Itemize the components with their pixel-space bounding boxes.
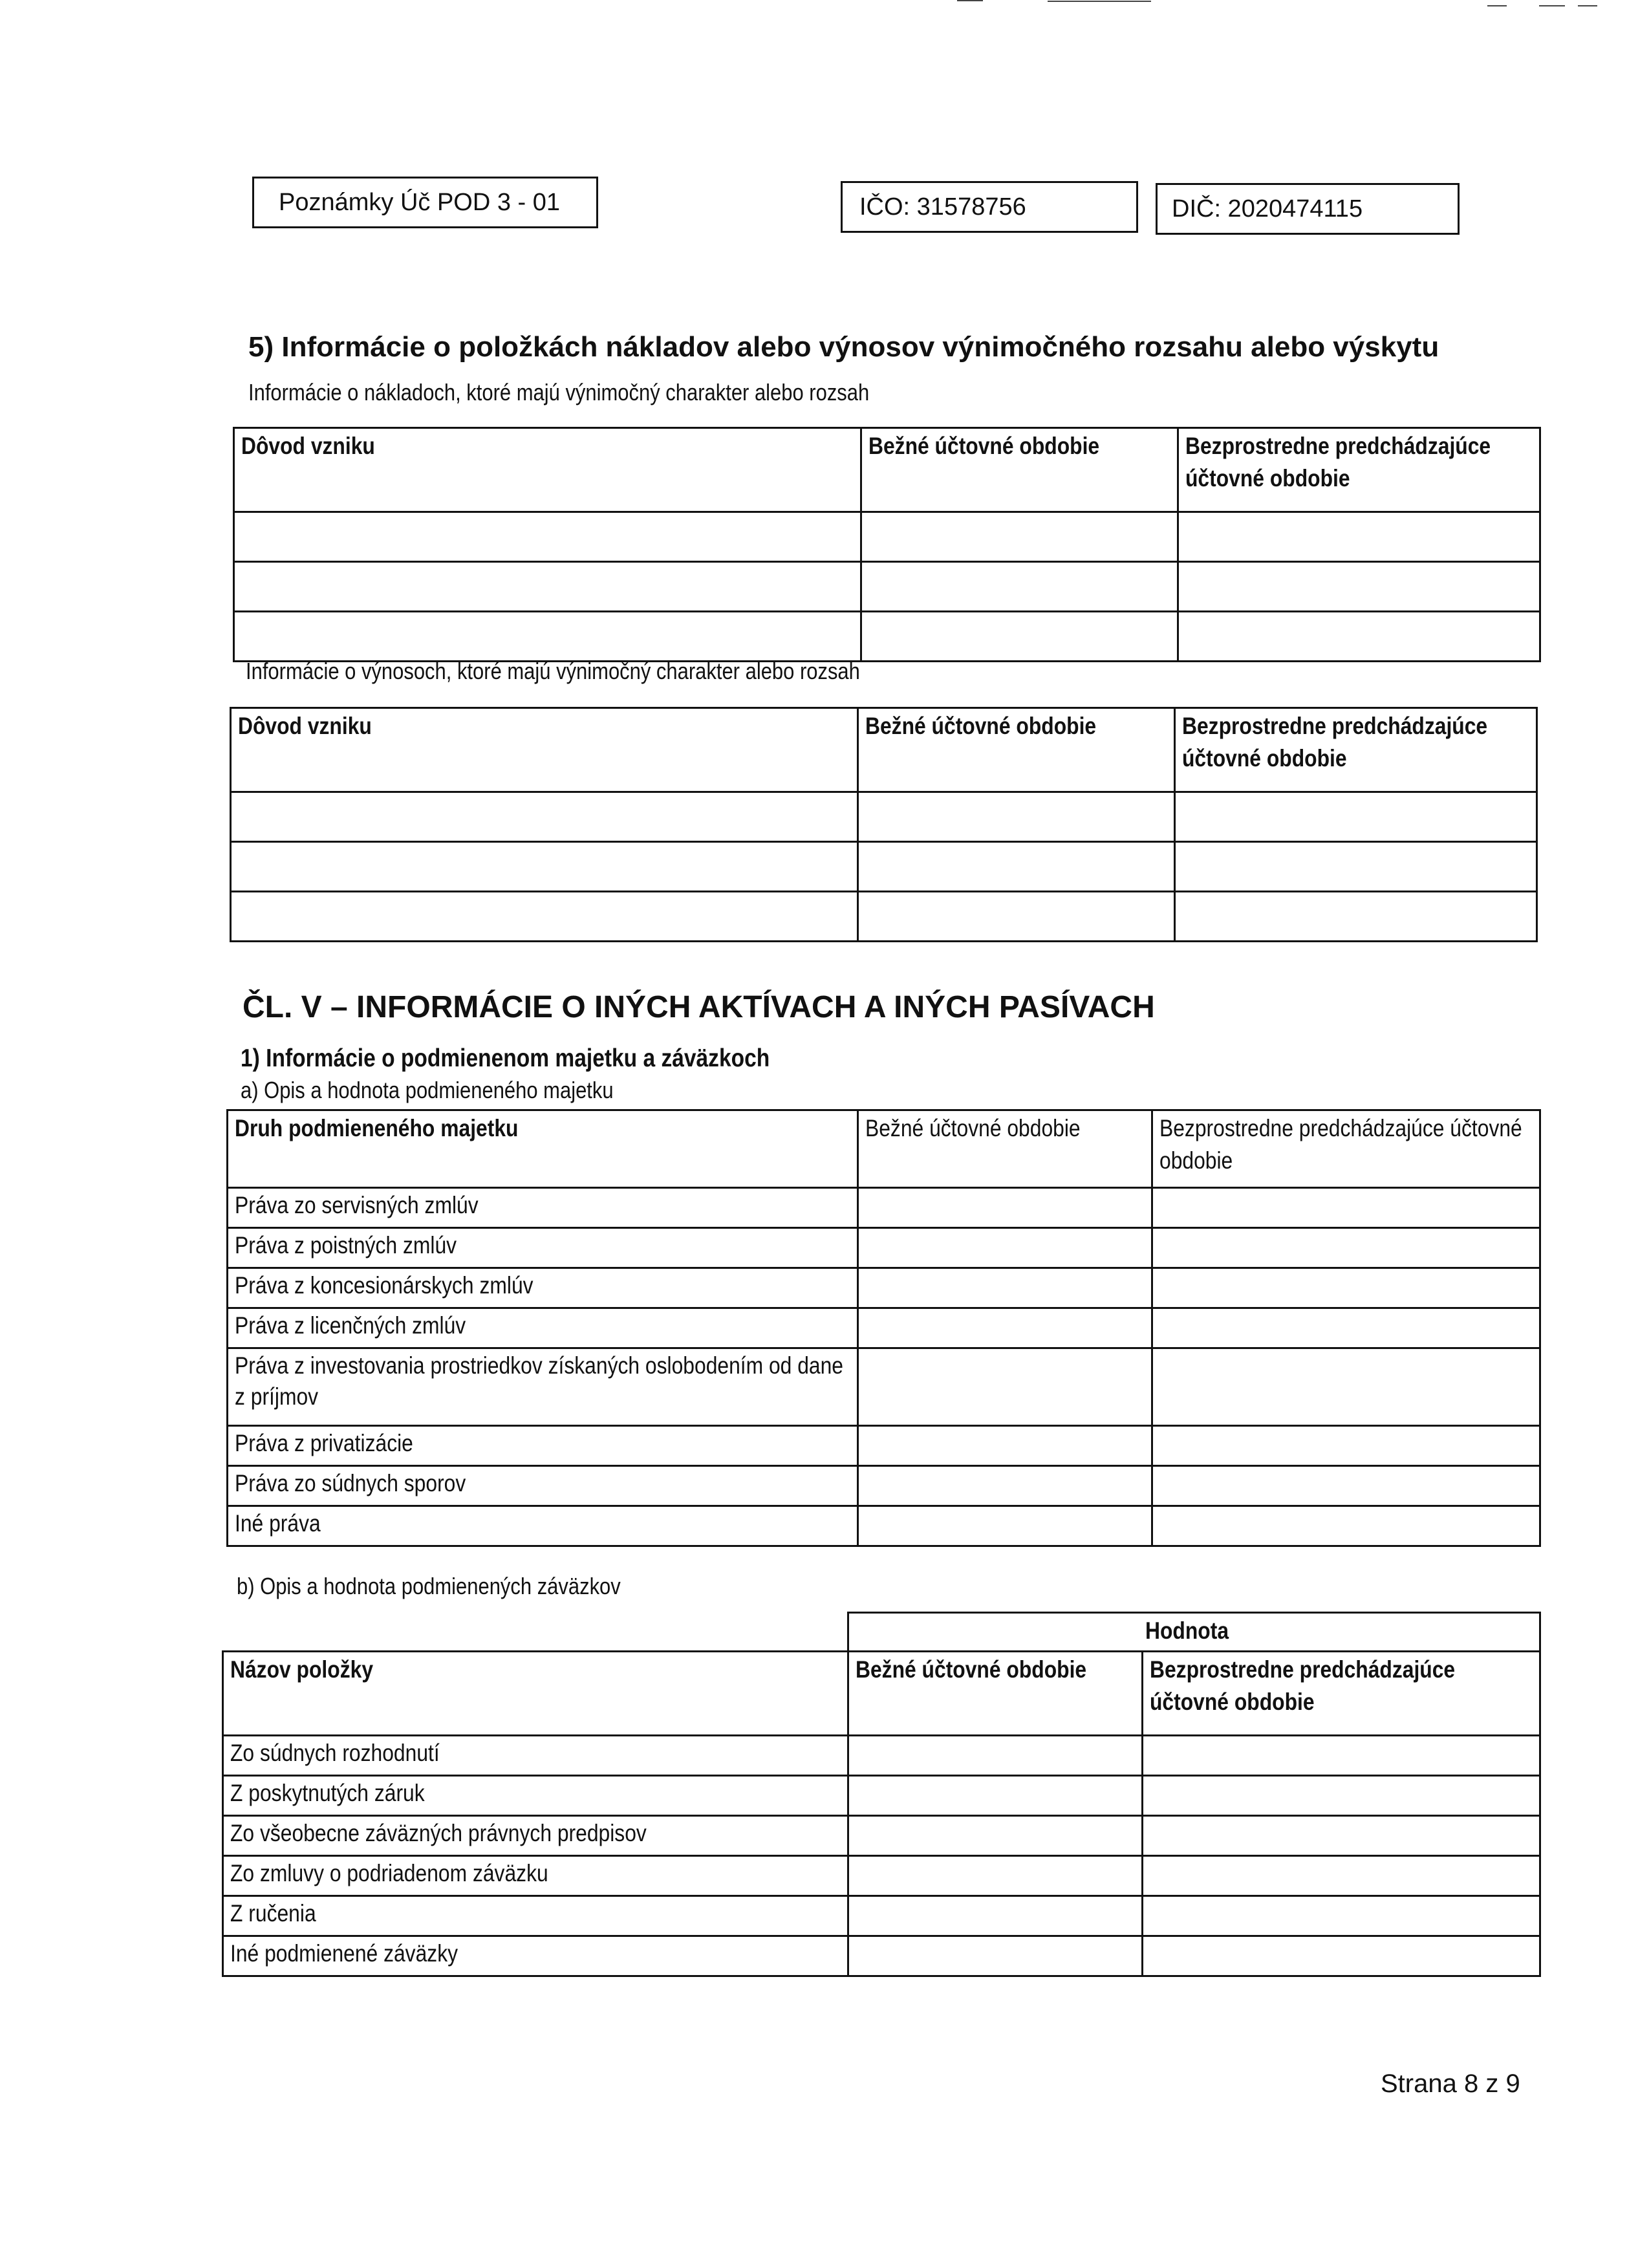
col-previous: Bezprostredne predchádzajúce účtovné obdobie (1159, 1115, 1522, 1174)
table-row (228, 1268, 1540, 1308)
table-cell[interactable] (1152, 1228, 1540, 1268)
table-header-row (234, 428, 1540, 512)
col-item-name: Názov položky (230, 1656, 374, 1683)
table-cell[interactable] (231, 892, 858, 942)
table-cell[interactable] (858, 1426, 1152, 1466)
table-cell[interactable] (1178, 562, 1540, 612)
table-cell[interactable] (1152, 1188, 1540, 1228)
row-label: Práva z koncesionárskych zmlúv (235, 1272, 534, 1299)
table-cell[interactable] (858, 892, 1175, 942)
table-cell[interactable] (1152, 1308, 1540, 1348)
table-row (228, 1308, 1540, 1348)
table-row (223, 1936, 1540, 1976)
row-label: Zo všeobecne záväzných právnych predpisov (230, 1820, 647, 1846)
table-cell[interactable] (1152, 1348, 1540, 1426)
table-cell[interactable] (861, 512, 1178, 562)
table-cell[interactable] (858, 1268, 1152, 1308)
table-cell[interactable] (1152, 1466, 1540, 1506)
table-cell[interactable] (1175, 842, 1537, 892)
row-label: Iné podmienené záväzky (230, 1940, 458, 1967)
table-cell[interactable] (848, 1896, 1143, 1936)
table-row (231, 842, 1537, 892)
table-cell[interactable] (1143, 1736, 1540, 1776)
table-cell[interactable] (231, 792, 858, 842)
table-cell[interactable] (858, 1228, 1152, 1268)
table-cell[interactable] (234, 512, 861, 562)
table-cell[interactable] (234, 612, 861, 662)
contingent-assets-table (226, 1109, 1541, 1547)
col-previous: Bezprostredne predchádzajúce účtovné obdobie (1150, 1656, 1456, 1715)
row-label: Práva zo servisných zmlúv (235, 1192, 479, 1218)
table-cell[interactable] (1143, 1856, 1540, 1896)
row-label: Práva z poistných zmlúv (235, 1232, 457, 1258)
row-label: Zo zmluvy o podriadenom záväzku (230, 1860, 548, 1886)
row-label: Práva z investovania prostriedkov získaných oslobodením od dane z príjmov (235, 1352, 844, 1410)
table-cell[interactable] (858, 1308, 1152, 1348)
table-row (231, 892, 1537, 942)
scan-artifact-line (1487, 5, 1507, 6)
costs-table (233, 427, 1541, 662)
row-label: Z poskytnutých záruk (230, 1780, 425, 1806)
table-row (223, 1736, 1540, 1776)
table-cell[interactable] (848, 1776, 1143, 1816)
table-row (234, 612, 1540, 662)
form-code: Poznámky Úč POD 3 - 01 (279, 188, 561, 216)
table-cell[interactable] (858, 1188, 1152, 1228)
row-label: Práva z privatizácie (235, 1430, 413, 1456)
table-cell[interactable] (1152, 1506, 1540, 1546)
table-cell[interactable] (861, 612, 1178, 662)
contingent-liabilities-table (222, 1612, 1541, 1977)
table-cell[interactable] (848, 1936, 1143, 1976)
table-cell[interactable] (858, 1506, 1152, 1546)
value-header-row (223, 1613, 1540, 1652)
table-cell[interactable] (848, 1856, 1143, 1896)
table-row (228, 1348, 1540, 1426)
table-cell[interactable] (861, 562, 1178, 612)
form-code-box (252, 177, 598, 228)
assets-caption: a) Opis a hodnota podmieneného majetku (241, 1077, 614, 1103)
table-row (223, 1856, 1540, 1896)
table-row (231, 792, 1537, 842)
dic-value: DIČ: 2020474115 (1172, 195, 1363, 222)
table-row (223, 1776, 1540, 1816)
table-cell[interactable] (1175, 792, 1537, 842)
col-previous: Bezprostredne predchádzajúce účtovné obdobie (1185, 433, 1491, 491)
col-asset-type: Druh podmieneného majetku (235, 1115, 519, 1141)
scan-artifact-line (1048, 1, 1151, 2)
table-cell[interactable] (234, 562, 861, 612)
table-row (234, 512, 1540, 562)
table-cell[interactable] (1178, 612, 1540, 662)
col-reason: Dôvod vzniku (238, 713, 372, 739)
table-cell[interactable] (1175, 892, 1537, 942)
table-cell[interactable] (848, 1816, 1143, 1856)
table-cell[interactable] (858, 1348, 1152, 1426)
scan-artifact-line (1578, 5, 1597, 6)
scan-artifact-line (957, 0, 983, 1)
table-cell[interactable] (1178, 512, 1540, 562)
dic-box (1156, 183, 1460, 235)
table-cell[interactable] (858, 792, 1175, 842)
scan-artifact-line (1539, 5, 1565, 6)
table-cell[interactable] (1152, 1426, 1540, 1466)
ico-box (841, 181, 1138, 233)
table-row (234, 562, 1540, 612)
ico-value: IČO: 31578756 (859, 193, 1026, 221)
table-cell[interactable] (858, 842, 1175, 892)
table-header-row (228, 1110, 1540, 1188)
table-row (228, 1228, 1540, 1268)
table-cell[interactable] (231, 842, 858, 892)
table-cell[interactable] (1143, 1896, 1540, 1936)
row-label: Iné práva (235, 1510, 321, 1537)
table-row (228, 1506, 1540, 1546)
col-reason: Dôvod vzniku (241, 433, 375, 459)
row-label: Z ručenia (230, 1900, 316, 1927)
col-previous: Bezprostredne predchádzajúce účtovné obdobie (1182, 713, 1488, 772)
table-row (228, 1188, 1540, 1228)
col-current: Bežné účtovné obdobie (865, 1115, 1081, 1141)
row-label: Zo súdnych rozhodnutí (230, 1740, 440, 1766)
table-cell[interactable] (1152, 1268, 1540, 1308)
table-row (228, 1466, 1540, 1506)
revenues-table (230, 707, 1538, 942)
article5-title: ČL. V – INFORMÁCIE O INÝCH AKTÍVACH A INÝCH PASÍVACH (242, 990, 1155, 1024)
article5-subtitle: 1) Informácie o podmienenom majetku a záväzkoch (241, 1044, 770, 1072)
col-current: Bežné účtovné obdobie (868, 433, 1100, 459)
value-header: Hodnota (1145, 1617, 1229, 1644)
col-current: Bežné účtovné obdobie (865, 713, 1097, 739)
col-current: Bežné účtovné obdobie (856, 1656, 1087, 1683)
table-cell[interactable] (858, 1466, 1152, 1506)
row-label: Práva zo súdnych sporov (235, 1470, 466, 1496)
page-number: Strana 8 z 9 (1381, 2069, 1520, 2098)
costs-caption: Informácie o nákladoch, ktoré majú výnimočný charakter alebo rozsah (248, 379, 870, 405)
table-cell[interactable] (1143, 1936, 1540, 1976)
liabilities-caption: b) Opis a hodnota podmienených záväzkov (237, 1573, 621, 1599)
table-row (223, 1896, 1540, 1936)
row-label: Práva z licenčných zmlúv (235, 1312, 466, 1339)
table-row (223, 1816, 1540, 1856)
table-cell[interactable] (1143, 1816, 1540, 1856)
table-row (228, 1426, 1540, 1466)
table-cell[interactable] (1143, 1776, 1540, 1816)
table-cell[interactable] (848, 1736, 1143, 1776)
revenues-caption: Informácie o výnosoch, ktoré majú výnimočný charakter alebo rozsah (246, 658, 860, 684)
table-header-row (231, 708, 1537, 792)
section5-title: 5) Informácie o položkách nákladov alebo výnosov výnimočného rozsahu alebo výskytu (248, 331, 1439, 363)
table-header-row (223, 1652, 1540, 1736)
